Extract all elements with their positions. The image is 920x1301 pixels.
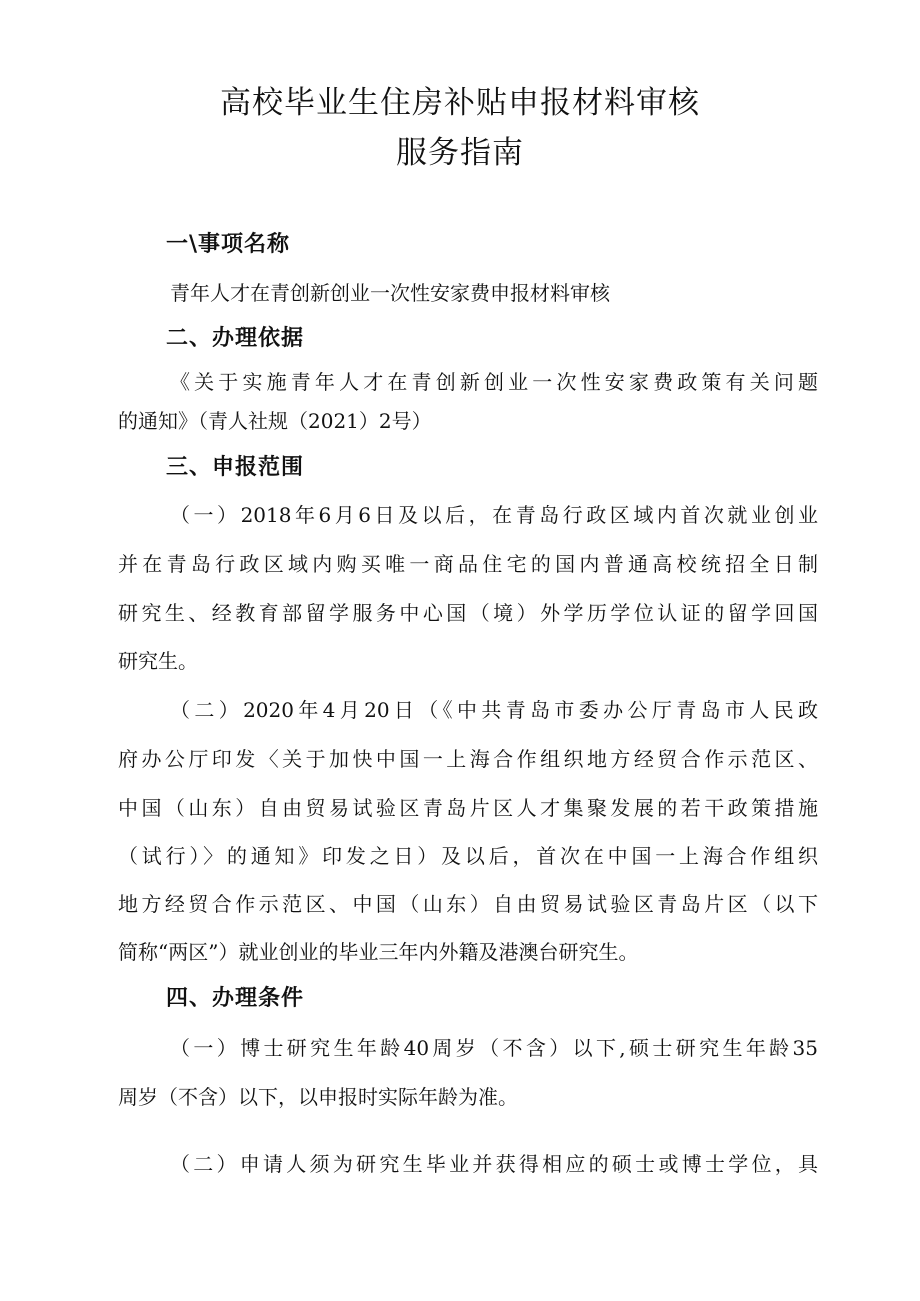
section-heading-conditions: 四、办理条件 — [166, 986, 305, 1011]
scope-para2-line-4: （试行）〉的通知》印发之日）及以后，首次在中国一上海合作组织 — [118, 844, 818, 868]
basis-line-2: 的通知》（青人社规（2021）2号） — [118, 409, 432, 433]
scope-para1-line-3: 研究生、经教育部留学服务中心国（境）外学历学位认证的留学回国 — [118, 601, 818, 625]
basis-line-1: 《关于实施青年人才在青创新创业一次性安家费政策有关问题 — [170, 370, 818, 394]
section-heading-scope: 三、申报范围 — [166, 455, 305, 480]
document-title-line-2: 服务指南 — [396, 135, 524, 171]
section-heading-item-name: 一\事项名称 — [166, 232, 291, 257]
scope-para1-line-4: 研究生。 — [118, 649, 198, 673]
scope-para2-line-1: （二）2020年4月20日（《中共青岛市委办公厅青岛市人民政 — [170, 698, 818, 722]
scope-para2-line-5: 地方经贸合作示范区、中国（山东）自由贸易试验区青岛片区（以下 — [118, 892, 818, 916]
scope-para2-line-2: 府办公厅印发〈关于加快中国一上海合作组织地方经贸合作示范区、 — [118, 747, 818, 771]
conditions-para1-line-2: 周岁（不含）以下，以申报时实际年龄为准。 — [118, 1085, 518, 1109]
scope-para2-line-6: 简称“两区”）就业创业的毕业三年内外籍及港澳台研究生。 — [118, 940, 639, 964]
section-heading-basis: 二、办理依据 — [166, 326, 305, 351]
item-name-text: 青年人才在青创新创业一次性安家费申报材料审核 — [170, 281, 610, 305]
document-title-line-1: 高校毕业生住房补贴申报材料审核 — [220, 85, 700, 121]
conditions-para2-line-1: （二）申请人须为研究生毕业并获得相应的硕士或博士学位，具 — [170, 1152, 818, 1176]
scope-para1-line-1: （一）2018年6月6日及以后，在青岛行政区域内首次就业创业 — [170, 503, 818, 527]
scope-para1-line-2: 并在青岛行政区域内购买唯一商品住宅的国内普通高校统招全日制 — [118, 552, 818, 576]
scope-para2-line-3: 中国（山东）自由贸易试验区青岛片区人才集聚发展的若干政策措施 — [118, 796, 818, 820]
conditions-para1-line-1: （一）博士研究生年龄40周岁（不含）以下,硕士研究生年龄35 — [170, 1036, 818, 1060]
